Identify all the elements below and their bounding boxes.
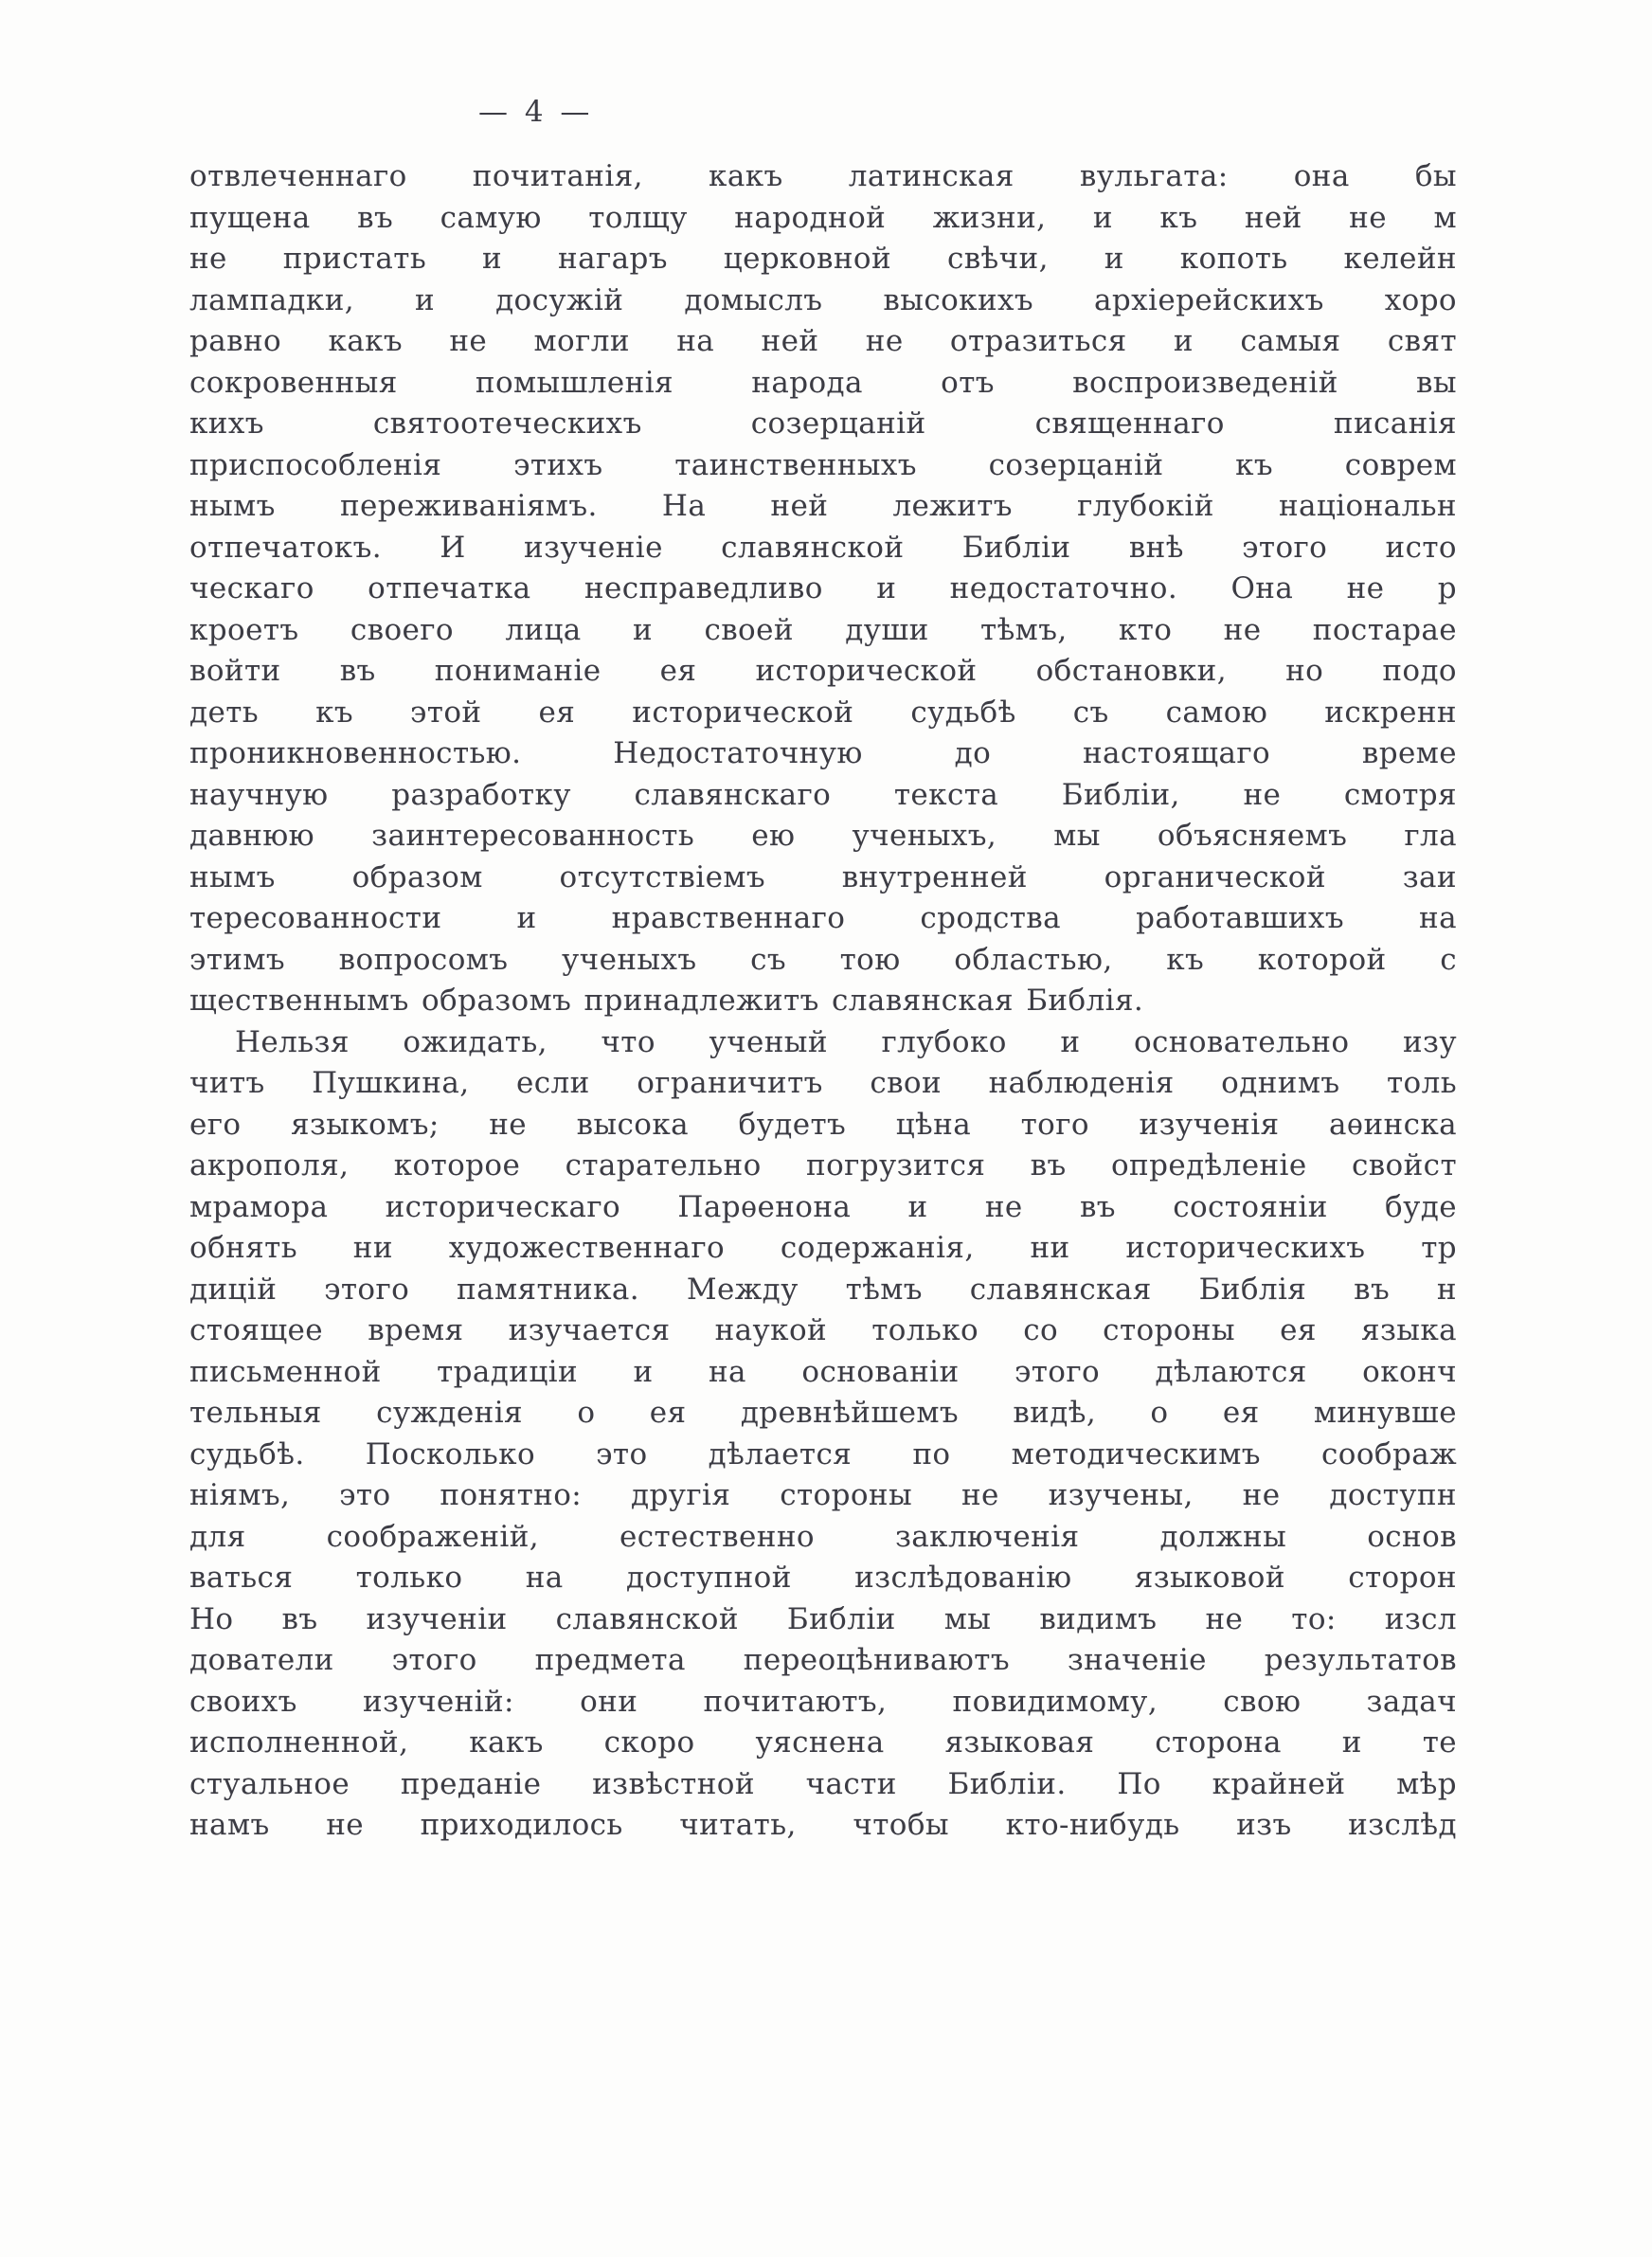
- text-line: Нельзя ожидать, что ученый глубоко и основательно изу: [235, 1024, 1457, 1059]
- text-line: тельныя сужденія о ея древнѣйшемъ видѣ, о ея минувше: [189, 1396, 1457, 1430]
- text-line: научную разработку славянскаго текста Библіи, не смотря: [189, 777, 1457, 812]
- text-line: тересованности и нравственнаго сродства работавшихъ на: [189, 901, 1457, 935]
- text-line: сокровенныя помышленія народа отъ воспроизведеній вы: [189, 365, 1457, 400]
- text-line: ваться только на доступной изслѣдованію языковой сторон: [189, 1561, 1457, 1595]
- text-line: его языкомъ; не высока будетъ цѣна того изученія аѳинска: [189, 1107, 1457, 1142]
- text-line: давнюю заинтересованность ею ученыхъ, мы объясняемъ гла: [189, 819, 1457, 853]
- text-line: отпечатокъ. И изученіе славянской Библіи внѣ этого исто: [189, 530, 1457, 565]
- text-line: дицій этого памятника. Между тѣмъ славянская Библія въ н: [189, 1272, 1457, 1307]
- text-line: письменной традиціи и на основаніи этого дѣлаются оконч: [189, 1354, 1457, 1389]
- text-line: для соображеній, естественно заключенія должны основ: [189, 1519, 1457, 1554]
- text-line: этимъ вопросомъ ученыхъ съ тою областью, къ которой с: [189, 942, 1457, 977]
- text-line: пущена въ самую толщу народной жизни, и къ ней не м: [189, 200, 1457, 235]
- text-line: кихъ святоотеческихъ созерцаній священнаго писанія: [189, 406, 1457, 441]
- text-line: акрополя, которое старательно погрузится въ опредѣленіе свойст: [189, 1148, 1457, 1183]
- text-line: стуальное преданіе извѣстной части Библіи. По крайней мѣр: [189, 1766, 1457, 1801]
- text-line: нымъ переживаніямъ. На ней лежитъ глубокій національн: [189, 489, 1457, 523]
- text-block: [189, 156, 1457, 1847]
- text-line: ніямъ, это понятно: другія стороны не изучены, не доступн: [189, 1478, 1457, 1512]
- text-line: Но въ изученіи славянской Библіи мы видимъ не то: изсл: [189, 1601, 1457, 1636]
- paragraph: [189, 156, 1457, 1022]
- text-line: приспособленія этихъ таинственныхъ созерцаній къ соврем: [189, 447, 1457, 482]
- text-line: стоящее время изучается наукой только со стороны ея языка: [189, 1313, 1457, 1347]
- text-line: ческаго отпечатка несправедливо и недостаточно. Она не р: [189, 571, 1457, 605]
- text-line: исполненной, какъ скоро уяснена языковая сторона и те: [189, 1725, 1457, 1760]
- text-line: своихъ изученій: они почитаютъ, повидимому, свою задач: [189, 1684, 1457, 1719]
- text-line: кроетъ своего лица и своей души тѣмъ, кто не постарае: [189, 612, 1457, 647]
- text-line: деть къ этой ея исторической судьбѣ съ самою искренн: [189, 695, 1457, 730]
- text-line: равно какъ не могли на ней не отразиться и самыя свят: [189, 324, 1457, 358]
- text-line: проникновенностью. Недостаточную до настоящаго време: [189, 736, 1457, 770]
- text-line: обнять ни художественнаго содержанія, ни историческихъ тр: [189, 1231, 1457, 1265]
- page-number: — 4 —: [478, 95, 594, 129]
- text-line: нымъ образом отсутствіемъ внутренней органической заи: [189, 859, 1457, 894]
- text-line: читъ Пушкина, если ограничитъ свои наблюденія однимъ толь: [189, 1066, 1457, 1100]
- text-line: отвлеченнаго почитанія, какъ латинская вульгата: она бы: [189, 159, 1457, 193]
- text-line: намъ не приходилось читать, чтобы кто-нибудь изъ изслѣд: [189, 1808, 1457, 1842]
- text-line: лампадки, и досужій домыслъ высокихъ архіерейскихъ хоро: [189, 282, 1457, 317]
- text-line: дователи этого предмета переоцѣниваютъ значеніе результатов: [189, 1643, 1457, 1677]
- paragraph: [189, 1022, 1457, 1847]
- text-line: войти въ пониманіе ея исторической обстановки, но подо: [189, 654, 1457, 688]
- text-line: щественнымъ образомъ принадлежитъ славянская Библія.: [189, 984, 1144, 1018]
- text-line: мрамора историческаго Парѳенона и не въ состояніи буде: [189, 1189, 1457, 1224]
- text-line: не пристать и нагаръ церковной свѣчи, и копоть келейн: [189, 242, 1457, 276]
- text-line: судьбѣ. Посколько это дѣлается по методическимъ соображ: [189, 1436, 1457, 1472]
